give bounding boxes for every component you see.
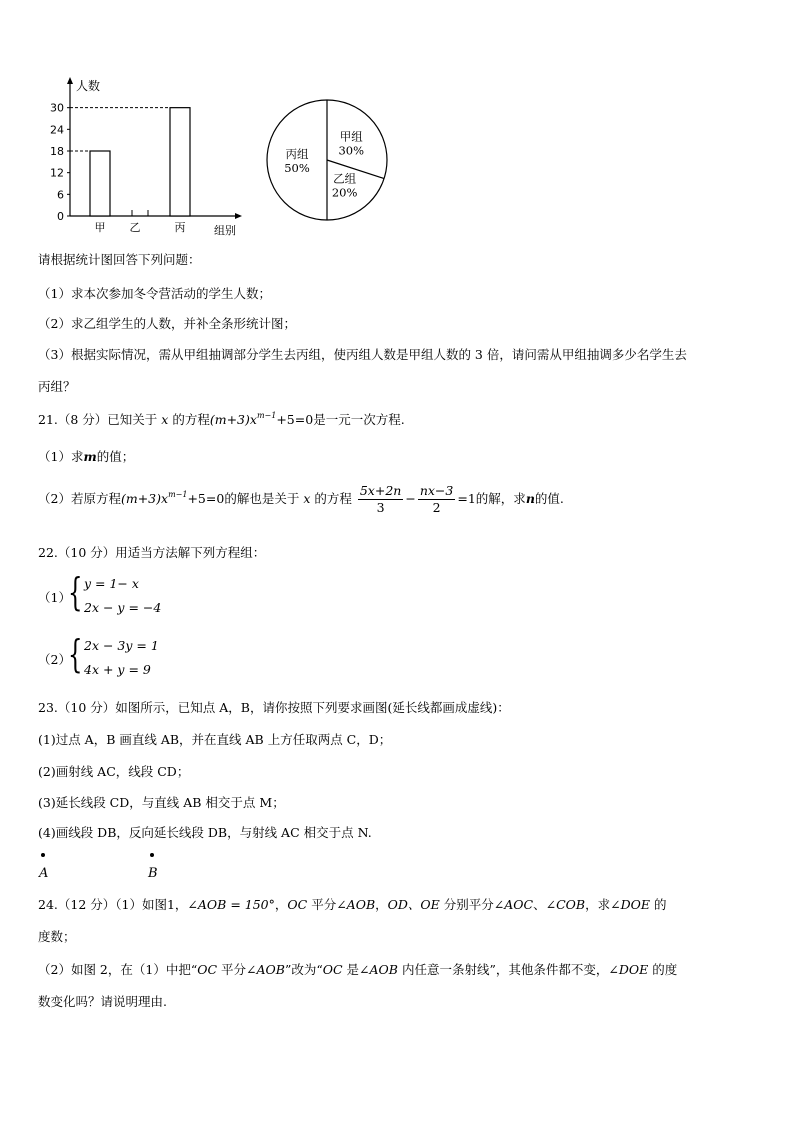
q21-head: 21.（8 分）已知关于 x 的方程$(m+3)x^{m-1}+5=0$是一元一次方程. bbox=[38, 411, 405, 427]
q24-head: 24.（12 分）（1）如图1，∠AOB = 150°，OC 平分∠AOB，OD、OE 分别平分∠AOC、∠COB，求∠DOE 的 bbox=[38, 897, 667, 912]
pie-slice-percent: 50% bbox=[284, 161, 310, 175]
bar-chart bbox=[40, 75, 255, 240]
point-a-label: A bbox=[39, 866, 49, 881]
q23-part3: (3)延长线段 CD，与直线 AB 相交于点 M； bbox=[38, 795, 285, 810]
q24-line4: 数变化吗？请说明理由. bbox=[38, 994, 167, 1009]
q21-part1: （1）求m的值； bbox=[38, 449, 135, 464]
bar bbox=[170, 108, 190, 216]
y-tick-label: 18 bbox=[50, 145, 64, 158]
x-tick-label: 丙 bbox=[174, 221, 186, 234]
q22-head: 22.（10 分）用适当方法解下列方程组： bbox=[38, 545, 266, 560]
y-tick-label: 6 bbox=[57, 188, 64, 202]
q23-part4: (4)画线段 DB，反向延长线段 DB，与射线 AC 相交于点 N. bbox=[38, 825, 372, 840]
pie-slice-label: 乙组 bbox=[333, 171, 357, 186]
q21-part2: （2）若原方程$(m+3)x^{m-1}+5=0$的解也是关于 x 的方程 $\frac{5x+2n}{3}$ − $\frac{nx-3}{2}$ =1的解，求n的值. bbox=[38, 483, 564, 515]
q20-part1: （1）求本次参加冬令营活动的学生人数； bbox=[38, 286, 271, 301]
q23-part1: (1)过点 A，B 画直线 AB，并在直线 AB 上方任取两点 C，D； bbox=[38, 732, 392, 747]
y-tick-label: 12 bbox=[50, 166, 64, 180]
point-b-label: B bbox=[148, 866, 158, 881]
brace-icon: { bbox=[68, 632, 83, 676]
q23-head: 23.（10 分）如图所示，已知点 A，B，请你按照下列要求画图(延长线都画成虚线)： bbox=[38, 700, 510, 715]
x-tick-label: 甲 bbox=[94, 221, 106, 234]
pie-slice-label: 丙组 bbox=[285, 147, 309, 161]
fraction-2: $\frac{nx-3}{2}$ bbox=[419, 483, 454, 515]
pie-chart bbox=[262, 95, 392, 225]
x-axis-arrow bbox=[235, 213, 242, 219]
q24-line2: 度数； bbox=[38, 929, 76, 944]
brace-icon: { bbox=[68, 570, 83, 614]
point-a-dot bbox=[41, 853, 45, 857]
q20-part3-cont: 丙组？ bbox=[38, 379, 76, 394]
pie-slice-percent: 20% bbox=[331, 185, 358, 200]
pie-slice-percent: 30% bbox=[338, 143, 365, 158]
point-b-dot bbox=[150, 853, 154, 857]
q20-intro: 请根据统计图回答下列问题： bbox=[38, 252, 201, 267]
x-axis-label: 组别 bbox=[214, 224, 236, 237]
pie-slice-label: 甲组 bbox=[339, 129, 363, 144]
x-tick-label: 乙 bbox=[129, 221, 141, 234]
y-tick-label: 0 bbox=[57, 210, 64, 223]
y-axis-label: 人数 bbox=[76, 79, 101, 93]
y-axis-arrow bbox=[67, 77, 73, 84]
equation-system-1: （1） { y = 1− x 2x − y = −4 bbox=[38, 570, 162, 615]
q23-part2: (2)画射线 AC，线段 CD； bbox=[38, 764, 190, 779]
equation-system-2: （2） { 2x − 3y = 1 4x + y = 9 bbox=[38, 632, 159, 677]
bar bbox=[90, 151, 110, 216]
fraction-1: $\frac{5x+2n}{3}$ bbox=[359, 483, 402, 515]
q24-part2: （2）如图 2，在（1）中把“OC 平分∠AOB”改为“OC 是∠AOB 内任意一条射线”，其他条件都不变，∠DOE 的度 bbox=[38, 962, 678, 977]
q20-part3: （3）根据实际情况，需从甲组抽调部分学生去丙组，使丙组人数是甲组人数的 3 倍，请问需从甲组抽调多少名学生去 bbox=[38, 347, 687, 362]
y-tick-label: 24 bbox=[50, 123, 64, 137]
y-tick-label: 30 bbox=[50, 101, 64, 115]
q20-part2: （2）求乙组学生的人数，并补全条形统计图； bbox=[38, 316, 296, 331]
